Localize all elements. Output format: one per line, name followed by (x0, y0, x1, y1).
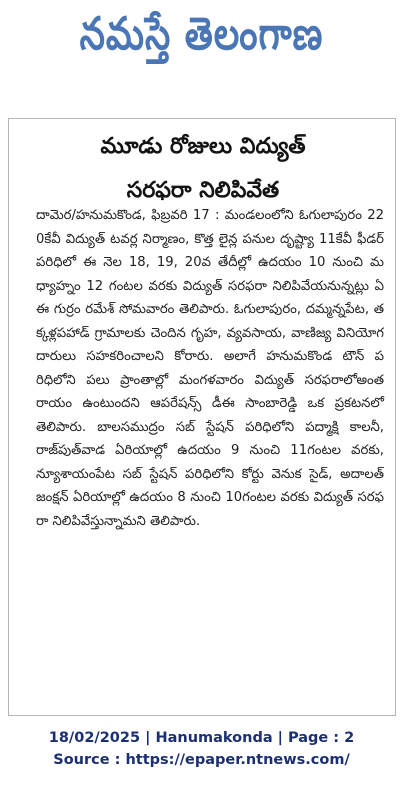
footer-date-edition: 18/02/2025 | Hanumakonda | Page : 2 (48, 730, 355, 746)
footer-source: Source : https://epaper.ntnews.com/ (53, 752, 350, 768)
newspaper-masthead (0, 0, 403, 80)
article-body: దామెర/హనుమకొండ, ఫిబ్రవరి 17 : మండలంలోని ఓగులాపురం 220కేవీ విద్యుత్ టవర్ల నిర్మాణం, కొత్త లైన్ల పనుల దృష్ట్యా 11కేవీ ఫీడర్ పరిధిలో ఈ నెల 18, 19, 20వ తేదీల్లో ఉదయం 10 నుంచి మధ్యాహ్నం 12 గంటల వరకు విద్యుత్ సరఫరా నిలిపివేయనున్నట్లు ఏఈ గుర్రం రమేశ్ సోమవారం తెలిపారు. ఓగులాపురం, దమ్మన్నపేట, తక్కళ్లపహాడ్ గ్రామాలకు చెందిన గృహ, వ్యవసాయ, వాణిజ్య వినియోగదారులు సహకరించాలని కోరారు. అలాగే హనుమకొండ టౌన్ పరిధిలోని పలు ప్రాంతాల్లో మంగళవారం విద్యుత్ సరఫరాలోఅంతరాయం ఉంటుందని ఆపరేషన్స్ డీఈ సాంబారెడ్డి ఒక ప్రకటనలో తెలిపారు. బాలసముద్రం సబ్ స్టేషన్ పరిధిలోని పద్మాక్షి కాలనీ, రాజ్‌పుత్‌వాడ ఏరియాల్లో ఉదయం 9 నుంచి 11గంటల వరకు, న్యూశాయంపేట సబ్ స్టేషన్ పరిధిలోని కోర్టు వెనుక సైడ్, అదాలత్ జంక్షన్ ఏరియాల్లో ఉదయం 8 నుంచి 10గంటల వరకు విద్యుత్ సరఫరా నిలిపివేస్తున్నామని తెలిపారు. (36, 208, 384, 529)
article-headline (25, 125, 381, 213)
headline-line-1: మూడు రోజులు విద్యుత్ (100, 134, 306, 159)
clipping-footer (0, 727, 403, 771)
masthead-title: నమస్తే తెలంగాణ (79, 8, 324, 60)
news-clipping (8, 118, 396, 716)
headline-line-2: సరఫరా నిలిపివేత (126, 178, 280, 203)
